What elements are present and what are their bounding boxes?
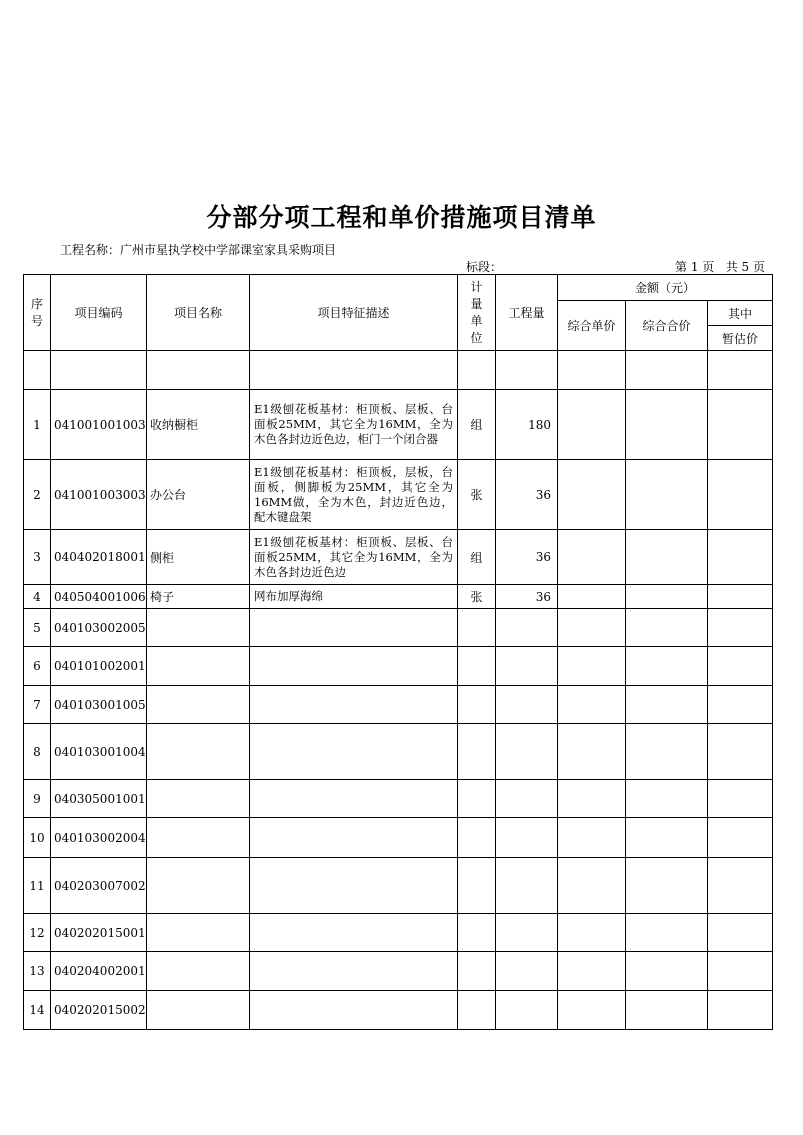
item-quantity <box>496 351 558 390</box>
provisional-cell <box>708 914 773 952</box>
provisional-cell <box>708 647 773 686</box>
provisional-cell <box>708 724 773 780</box>
unit-price-cell <box>558 858 626 914</box>
header-quantity: 工程量 <box>496 275 558 351</box>
row-index: 3 <box>24 530 51 585</box>
item-description <box>250 952 458 991</box>
section-label: 标段： <box>466 260 503 274</box>
table-row <box>24 818 773 858</box>
total-price-cell <box>626 724 708 780</box>
item-code: 040203007002 <box>51 858 147 914</box>
item-quantity: 180 <box>496 390 558 460</box>
table-row <box>24 351 773 390</box>
table-row <box>24 991 773 1030</box>
item-name <box>147 991 250 1030</box>
item-name <box>147 952 250 991</box>
item-unit: 组 <box>458 390 496 460</box>
row-index: 7 <box>24 686 51 724</box>
item-description <box>250 351 458 390</box>
item-unit: 张 <box>458 460 496 530</box>
item-name <box>147 609 250 647</box>
total-price-cell <box>626 914 708 952</box>
bill-of-quantities-table <box>23 274 773 1030</box>
row-index <box>24 351 51 390</box>
item-description <box>250 818 458 858</box>
item-name <box>147 780 250 818</box>
total-price-cell <box>626 530 708 585</box>
item-quantity <box>496 609 558 647</box>
item-quantity: 36 <box>496 585 558 609</box>
total-price-cell <box>626 647 708 686</box>
project-name: 工程名称：广州市星执学校中学部课室家具采购项目 <box>60 243 337 257</box>
item-code: 040103002004 <box>51 818 147 858</box>
total-price-cell <box>626 686 708 724</box>
table-row <box>24 724 773 780</box>
provisional-cell <box>708 991 773 1030</box>
item-code: 040305001001 <box>51 780 147 818</box>
item-code <box>51 351 147 390</box>
header-description: 项目特征描述 <box>250 275 458 351</box>
item-code: 041001003003 <box>51 460 147 530</box>
item-unit: 组 <box>458 530 496 585</box>
unit-price-cell <box>558 530 626 585</box>
item-unit <box>458 780 496 818</box>
item-name <box>147 914 250 952</box>
unit-price-cell <box>558 780 626 818</box>
item-quantity <box>496 952 558 991</box>
item-unit: 张 <box>458 585 496 609</box>
row-index: 5 <box>24 609 51 647</box>
unit-price-cell <box>558 351 626 390</box>
unit-price-cell <box>558 686 626 724</box>
item-name: 侧柜 <box>147 530 250 585</box>
unit-price-cell <box>558 647 626 686</box>
item-description: E1级刨花板基材：柜顶板，层板，台面板，侧脚板为25MM，其它全为16MM做，全为木色，封边近色边，配木键盘架 <box>250 460 458 530</box>
item-quantity: 36 <box>496 460 558 530</box>
item-code: 040204002001 <box>51 952 147 991</box>
provisional-cell <box>708 818 773 858</box>
item-quantity: 36 <box>496 530 558 585</box>
item-description <box>250 858 458 914</box>
table-row <box>24 390 773 460</box>
item-name: 收纳橱柜 <box>147 390 250 460</box>
table-row <box>24 530 773 585</box>
item-quantity <box>496 686 558 724</box>
item-description: 网布加厚海绵 <box>250 585 458 609</box>
unit-price-cell <box>558 609 626 647</box>
item-quantity <box>496 858 558 914</box>
item-name <box>147 351 250 390</box>
total-price-cell <box>626 818 708 858</box>
item-unit <box>458 724 496 780</box>
row-index: 1 <box>24 390 51 460</box>
row-index: 11 <box>24 858 51 914</box>
item-code: 041001001003 <box>51 390 147 460</box>
item-name: 办公台 <box>147 460 250 530</box>
item-description: E1级刨花板基材：柜顶板、层板、台面板25MM，其它全为16MM，全为木色各封边近色边，柜门一个闭合器 <box>250 390 458 460</box>
total-price-cell <box>626 460 708 530</box>
header-provisional: 暂估价 <box>708 326 773 351</box>
total-price-cell <box>626 390 708 460</box>
row-index: 2 <box>24 460 51 530</box>
item-description <box>250 914 458 952</box>
provisional-cell <box>708 585 773 609</box>
item-quantity <box>496 818 558 858</box>
item-quantity <box>496 647 558 686</box>
item-code: 040202015002 <box>51 991 147 1030</box>
provisional-cell <box>708 460 773 530</box>
total-price-cell <box>626 858 708 914</box>
item-description <box>250 647 458 686</box>
table-row <box>24 647 773 686</box>
provisional-cell <box>708 351 773 390</box>
total-price-cell <box>626 609 708 647</box>
page-info: 第 1 页 共 5 页 <box>675 260 765 274</box>
provisional-cell <box>708 686 773 724</box>
header-unit: 计 量 单 位 <box>458 275 496 351</box>
item-code: 040402018001 <box>51 530 147 585</box>
item-unit <box>458 991 496 1030</box>
total-price-cell <box>626 952 708 991</box>
total-price-cell <box>626 991 708 1030</box>
item-unit <box>458 818 496 858</box>
item-unit <box>458 952 496 991</box>
unit-price-cell <box>558 585 626 609</box>
table-row <box>24 686 773 724</box>
unit-price-cell <box>558 390 626 460</box>
item-code: 040101002001 <box>51 647 147 686</box>
total-price-cell <box>626 585 708 609</box>
total-price-cell <box>626 780 708 818</box>
item-unit <box>458 858 496 914</box>
header-of-which: 其中 <box>708 301 773 326</box>
row-index: 10 <box>24 818 51 858</box>
item-code: 040504001006 <box>51 585 147 609</box>
row-index: 9 <box>24 780 51 818</box>
item-unit <box>458 609 496 647</box>
document-title: 分部分项工程和单价措施项目清单 <box>206 203 597 232</box>
header-unit-price: 综合单价 <box>558 301 626 351</box>
header-amount: 金额（元） <box>558 275 773 301</box>
item-name <box>147 686 250 724</box>
item-description <box>250 991 458 1030</box>
row-index: 4 <box>24 585 51 609</box>
provisional-cell <box>708 609 773 647</box>
item-code: 040103002005 <box>51 609 147 647</box>
row-index: 14 <box>24 991 51 1030</box>
header-code: 项目编码 <box>51 275 147 351</box>
unit-price-cell <box>558 460 626 530</box>
item-unit <box>458 686 496 724</box>
provisional-cell <box>708 390 773 460</box>
table-row <box>24 858 773 914</box>
item-code: 040202015001 <box>51 914 147 952</box>
item-description <box>250 686 458 724</box>
row-index: 13 <box>24 952 51 991</box>
provisional-cell <box>708 530 773 585</box>
item-description <box>250 780 458 818</box>
total-price-cell <box>626 351 708 390</box>
item-unit <box>458 351 496 390</box>
provisional-cell <box>708 780 773 818</box>
unit-price-cell <box>558 724 626 780</box>
table-row <box>24 780 773 818</box>
item-code: 040103001004 <box>51 724 147 780</box>
table-row <box>24 585 773 609</box>
header-total-price: 综合合价 <box>626 301 708 351</box>
item-quantity <box>496 780 558 818</box>
provisional-cell <box>708 952 773 991</box>
provisional-cell <box>708 858 773 914</box>
row-index: 6 <box>24 647 51 686</box>
item-unit <box>458 914 496 952</box>
unit-price-cell <box>558 991 626 1030</box>
item-quantity <box>496 914 558 952</box>
item-description <box>250 724 458 780</box>
unit-price-cell <box>558 914 626 952</box>
table-row <box>24 609 773 647</box>
header-index: 序 号 <box>24 275 51 351</box>
item-unit <box>458 647 496 686</box>
unit-price-cell <box>558 952 626 991</box>
row-index: 12 <box>24 914 51 952</box>
table-row <box>24 460 773 530</box>
table-row <box>24 952 773 991</box>
item-description <box>250 609 458 647</box>
item-name <box>147 858 250 914</box>
unit-price-cell <box>558 818 626 858</box>
item-name <box>147 724 250 780</box>
item-description: E1级刨花板基材：柜顶板、层板、台面板25MM，其它全为16MM，全为木色各封边近色边 <box>250 530 458 585</box>
item-quantity <box>496 724 558 780</box>
item-name <box>147 818 250 858</box>
row-index: 8 <box>24 724 51 780</box>
item-name: 椅子 <box>147 585 250 609</box>
header-name: 项目名称 <box>147 275 250 351</box>
item-code: 040103001005 <box>51 686 147 724</box>
item-quantity <box>496 991 558 1030</box>
item-name <box>147 647 250 686</box>
table-row <box>24 914 773 952</box>
